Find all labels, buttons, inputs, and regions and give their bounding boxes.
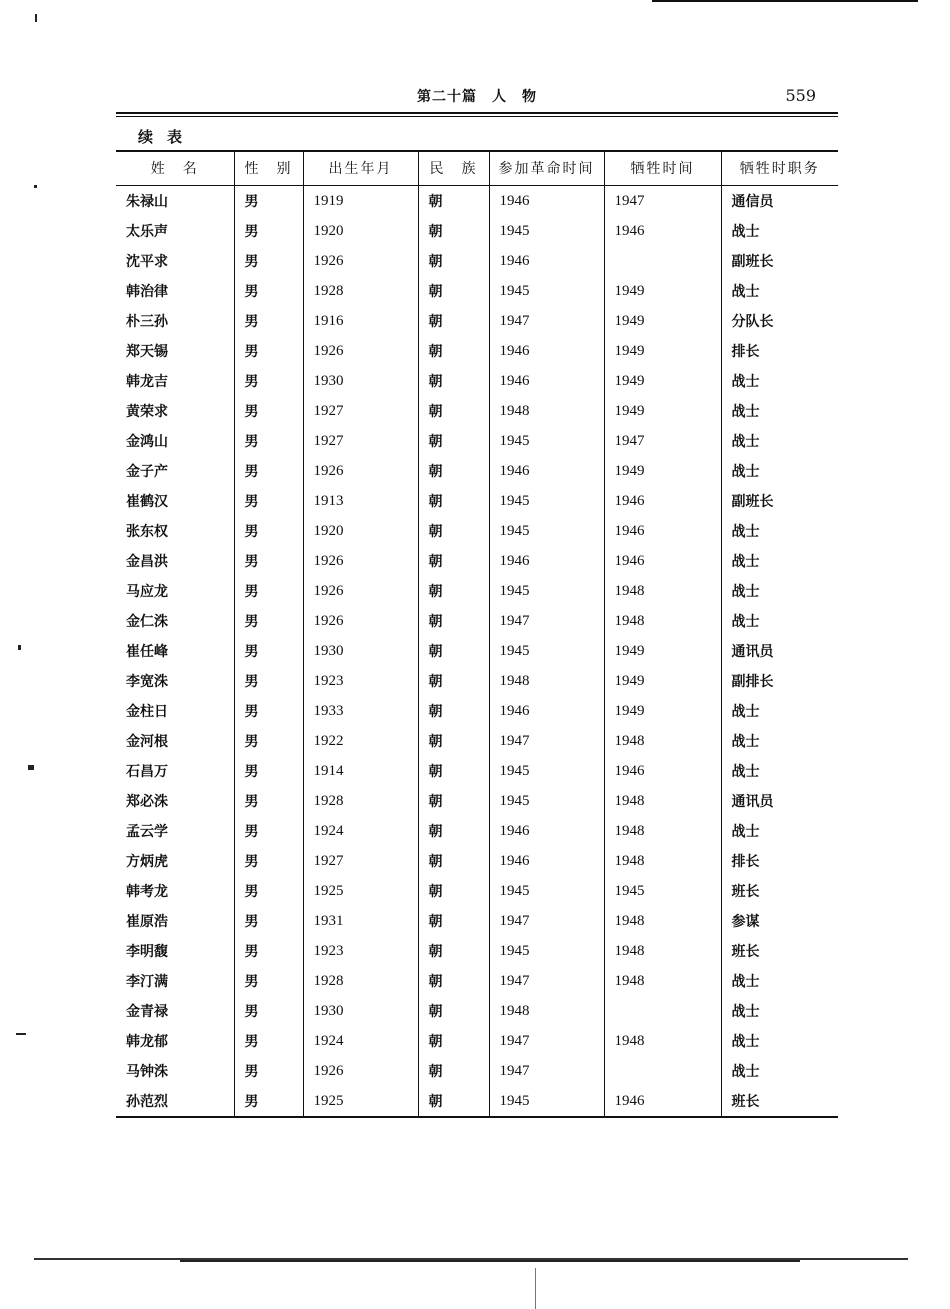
- joined-year-cell: 1947: [489, 726, 604, 756]
- ethnicity-cell: 朝: [418, 756, 489, 786]
- position-cell: 战士: [721, 996, 838, 1026]
- sex-cell: 男: [234, 756, 303, 786]
- ethnicity-cell: 朝: [418, 606, 489, 636]
- ethnicity-cell: 朝: [418, 576, 489, 606]
- birth-year-cell: 1927: [303, 846, 418, 876]
- sex-cell: 男: [234, 816, 303, 846]
- column-header-ethnicity: 民 族: [418, 151, 489, 186]
- death-year-cell: 1946: [604, 1086, 721, 1117]
- name-cell: 金鸿山: [126, 434, 168, 450]
- name-cell: 太乐声: [126, 224, 168, 240]
- ethnicity-cell: 朝: [418, 546, 489, 576]
- sex-cell: 男: [234, 636, 303, 666]
- table-row: [116, 996, 838, 1026]
- sex-cell: 男: [234, 216, 303, 246]
- birth-year-cell: 1926: [303, 576, 418, 606]
- ethnicity-cell: 朝: [418, 216, 489, 246]
- sex-cell: 男: [234, 1086, 303, 1117]
- ethnicity-cell: 朝: [418, 696, 489, 726]
- sex-cell: 男: [234, 456, 303, 486]
- birth-year-cell: 1926: [303, 246, 418, 276]
- name-cell: 李宽洙: [126, 674, 168, 690]
- scan-speck: [35, 14, 37, 22]
- joined-year-cell: 1947: [489, 306, 604, 336]
- joined-year-cell: 1946: [489, 336, 604, 366]
- birth-year-cell: 1933: [303, 696, 418, 726]
- table-row: [116, 936, 838, 966]
- birth-year-cell: 1926: [303, 336, 418, 366]
- position-cell: 战士: [721, 816, 838, 846]
- table-row: [116, 456, 838, 486]
- joined-year-cell: 1945: [489, 486, 604, 516]
- death-year-cell: 1946: [604, 486, 721, 516]
- death-year-cell: 1945: [604, 876, 721, 906]
- joined-year-cell: 1947: [489, 1026, 604, 1056]
- name-cell: 韩龙吉: [126, 374, 168, 390]
- table-row: [116, 906, 838, 936]
- column-header-position: 牺牲时职务: [721, 151, 838, 186]
- sex-cell: 男: [234, 966, 303, 996]
- joined-year-cell: 1945: [489, 1086, 604, 1117]
- column-header-death: 牺牲时间: [604, 151, 721, 186]
- birth-year-cell: 1923: [303, 666, 418, 696]
- sex-cell: 男: [234, 786, 303, 816]
- name-cell: 金仁洙: [126, 614, 168, 630]
- death-year-cell: 1949: [604, 456, 721, 486]
- sex-cell: 男: [234, 936, 303, 966]
- birth-year-cell: 1925: [303, 876, 418, 906]
- table-row: [116, 786, 838, 816]
- table-row: [116, 186, 838, 217]
- birth-year-cell: 1927: [303, 396, 418, 426]
- table-row: [116, 486, 838, 516]
- gutter-line: [535, 1268, 536, 1309]
- birth-year-cell: 1923: [303, 936, 418, 966]
- death-year-cell: 1947: [604, 186, 721, 217]
- name-cell: 孟云学: [126, 824, 168, 840]
- column-header-sex: 性 别: [234, 151, 303, 186]
- table-row: [116, 966, 838, 996]
- death-year-cell: 1946: [604, 516, 721, 546]
- scan-speck: [16, 1033, 26, 1035]
- joined-year-cell: 1946: [489, 246, 604, 276]
- table-row: [116, 306, 838, 336]
- birth-year-cell: 1925: [303, 1086, 418, 1117]
- position-cell: 通讯员: [721, 786, 838, 816]
- death-year-cell: [604, 1056, 721, 1086]
- sex-cell: 男: [234, 576, 303, 606]
- table-caption: 续表: [138, 128, 197, 146]
- ethnicity-cell: 朝: [418, 366, 489, 396]
- birth-year-cell: 1926: [303, 1056, 418, 1086]
- death-year-cell: 1948: [604, 576, 721, 606]
- ethnicity-cell: 朝: [418, 936, 489, 966]
- joined-year-cell: 1948: [489, 396, 604, 426]
- column-header-name: 姓 名: [116, 151, 234, 186]
- death-year-cell: 1948: [604, 1026, 721, 1056]
- sex-cell: 男: [234, 876, 303, 906]
- position-cell: 战士: [721, 516, 838, 546]
- joined-year-cell: 1946: [489, 696, 604, 726]
- ethnicity-cell: 朝: [418, 816, 489, 846]
- table-row: [116, 696, 838, 726]
- scan-speck: [28, 765, 34, 770]
- table-row: [116, 846, 838, 876]
- name-cell: 崔原浩: [126, 914, 168, 930]
- name-cell: 郑天锡: [126, 344, 168, 360]
- death-year-cell: 1946: [604, 546, 721, 576]
- death-year-cell: 1948: [604, 786, 721, 816]
- name-cell: 金柱日: [126, 704, 168, 720]
- sex-cell: 男: [234, 516, 303, 546]
- table-row: [116, 276, 838, 306]
- ethnicity-cell: 朝: [418, 426, 489, 456]
- joined-year-cell: 1946: [489, 186, 604, 217]
- name-cell: 方炳虎: [126, 854, 168, 870]
- table-row: [116, 756, 838, 786]
- joined-year-cell: 1948: [489, 666, 604, 696]
- name-cell: 石昌万: [126, 764, 168, 780]
- header-rule: [116, 112, 838, 114]
- birth-year-cell: 1926: [303, 606, 418, 636]
- death-year-cell: 1949: [604, 396, 721, 426]
- position-cell: 战士: [721, 1056, 838, 1086]
- position-cell: 战士: [721, 426, 838, 456]
- sex-cell: 男: [234, 606, 303, 636]
- table-row: [116, 426, 838, 456]
- sex-cell: 男: [234, 306, 303, 336]
- birth-year-cell: 1924: [303, 816, 418, 846]
- scan-speck: [34, 185, 37, 188]
- death-year-cell: 1946: [604, 756, 721, 786]
- table-row: [116, 1056, 838, 1086]
- name-cell: 黄荣求: [126, 404, 168, 420]
- top-edge-rule: [652, 0, 918, 2]
- position-cell: 战士: [721, 966, 838, 996]
- death-year-cell: 1949: [604, 306, 721, 336]
- death-year-cell: 1948: [604, 726, 721, 756]
- page-header: [116, 86, 838, 110]
- ethnicity-cell: 朝: [418, 966, 489, 996]
- death-year-cell: 1948: [604, 816, 721, 846]
- position-cell: 通信员: [721, 186, 838, 217]
- table-row: [116, 1026, 838, 1056]
- name-cell: 沈平求: [126, 254, 168, 270]
- position-cell: 战士: [721, 576, 838, 606]
- ethnicity-cell: 朝: [418, 186, 489, 217]
- position-cell: 战士: [721, 456, 838, 486]
- table-row: [116, 636, 838, 666]
- birth-year-cell: 1928: [303, 966, 418, 996]
- joined-year-cell: 1946: [489, 456, 604, 486]
- sex-cell: 男: [234, 726, 303, 756]
- ethnicity-cell: 朝: [418, 396, 489, 426]
- death-year-cell: 1948: [604, 846, 721, 876]
- birth-year-cell: 1926: [303, 546, 418, 576]
- name-cell: 金青禄: [126, 1004, 168, 1020]
- table-row: [116, 1086, 838, 1117]
- joined-year-cell: 1947: [489, 906, 604, 936]
- joined-year-cell: 1945: [489, 276, 604, 306]
- position-cell: 战士: [721, 606, 838, 636]
- name-cell: 郑必洙: [126, 794, 168, 810]
- name-cell: 金子产: [126, 464, 168, 480]
- position-cell: 通讯员: [721, 636, 838, 666]
- table-row: [116, 246, 838, 276]
- death-year-cell: 1949: [604, 336, 721, 366]
- joined-year-cell: 1946: [489, 366, 604, 396]
- ethnicity-cell: 朝: [418, 996, 489, 1026]
- position-cell: 排长: [721, 846, 838, 876]
- death-year-cell: 1949: [604, 366, 721, 396]
- name-cell: 李汀满: [126, 974, 168, 990]
- table-row: [116, 726, 838, 756]
- position-cell: 战士: [721, 726, 838, 756]
- joined-year-cell: 1946: [489, 846, 604, 876]
- joined-year-cell: 1945: [489, 576, 604, 606]
- sex-cell: 男: [234, 1056, 303, 1086]
- birth-year-cell: 1928: [303, 276, 418, 306]
- position-cell: 战士: [721, 546, 838, 576]
- column-header-birth: 出生年月: [303, 151, 418, 186]
- position-cell: 副班长: [721, 486, 838, 516]
- position-cell: 班长: [721, 1086, 838, 1117]
- position-cell: 战士: [721, 396, 838, 426]
- name-cell: 崔鹤汉: [126, 494, 168, 510]
- position-cell: 战士: [721, 756, 838, 786]
- name-cell: 马应龙: [126, 584, 168, 600]
- position-cell: 副班长: [721, 246, 838, 276]
- sex-cell: 男: [234, 846, 303, 876]
- death-year-cell: 1948: [604, 936, 721, 966]
- sex-cell: 男: [234, 1026, 303, 1056]
- birth-year-cell: 1927: [303, 426, 418, 456]
- sex-cell: 男: [234, 186, 303, 217]
- position-cell: 班长: [721, 936, 838, 966]
- table-row: [116, 816, 838, 846]
- position-cell: 分队长: [721, 306, 838, 336]
- ethnicity-cell: 朝: [418, 1056, 489, 1086]
- joined-year-cell: 1947: [489, 606, 604, 636]
- table-row: [116, 546, 838, 576]
- name-cell: 韩龙郁: [126, 1034, 168, 1050]
- ethnicity-cell: 朝: [418, 246, 489, 276]
- name-cell: 朴三孙: [126, 314, 168, 330]
- table-row: [116, 876, 838, 906]
- header-rule-thin: [116, 116, 838, 117]
- ethnicity-cell: 朝: [418, 636, 489, 666]
- joined-year-cell: 1945: [489, 426, 604, 456]
- name-cell: 金昌洪: [126, 554, 168, 570]
- table-row: [116, 576, 838, 606]
- bottom-edge-rule-thick: [180, 1260, 800, 1262]
- sex-cell: 男: [234, 696, 303, 726]
- position-cell: 战士: [721, 216, 838, 246]
- position-cell: 战士: [721, 696, 838, 726]
- joined-year-cell: 1946: [489, 546, 604, 576]
- death-year-cell: [604, 246, 721, 276]
- name-cell: 韩考龙: [126, 884, 168, 900]
- death-year-cell: 1949: [604, 276, 721, 306]
- name-cell: 孙范烈: [116, 1086, 234, 1117]
- ethnicity-cell: 朝: [418, 276, 489, 306]
- joined-year-cell: 1946: [489, 816, 604, 846]
- ethnicity-cell: 朝: [418, 726, 489, 756]
- ethnicity-cell: 朝: [418, 1026, 489, 1056]
- birth-year-cell: 1914: [303, 756, 418, 786]
- page-title: 第二十篇 人 物: [417, 89, 537, 105]
- name-cell: 张东权: [126, 524, 168, 540]
- table-header-row: [116, 151, 838, 186]
- death-year-cell: 1949: [604, 636, 721, 666]
- name-cell: 金河根: [126, 734, 168, 750]
- ethnicity-cell: 朝: [418, 516, 489, 546]
- birth-year-cell: 1913: [303, 486, 418, 516]
- birth-year-cell: 1928: [303, 786, 418, 816]
- joined-year-cell: 1947: [489, 966, 604, 996]
- sex-cell: 男: [234, 666, 303, 696]
- joined-year-cell: 1945: [489, 936, 604, 966]
- name-cell: 马钟洙: [126, 1064, 168, 1080]
- death-year-cell: 1946: [604, 216, 721, 246]
- joined-year-cell: 1945: [489, 636, 604, 666]
- ethnicity-cell: 朝: [418, 786, 489, 816]
- sex-cell: 男: [234, 906, 303, 936]
- ethnicity-cell: 朝: [418, 336, 489, 366]
- sex-cell: 男: [234, 426, 303, 456]
- position-cell: 战士: [721, 276, 838, 306]
- sex-cell: 男: [234, 276, 303, 306]
- death-year-cell: 1949: [604, 666, 721, 696]
- table-row: [116, 336, 838, 366]
- joined-year-cell: 1945: [489, 756, 604, 786]
- name-cell: 崔任峰: [126, 644, 168, 660]
- table-row: [116, 366, 838, 396]
- death-year-cell: 1948: [604, 606, 721, 636]
- position-cell: 战士: [721, 1026, 838, 1056]
- column-header-joined: 参加革命时间: [489, 151, 604, 186]
- table-row: [116, 666, 838, 696]
- table-row: [116, 606, 838, 636]
- name-cell: 李明馥: [126, 944, 168, 960]
- birth-year-cell: 1920: [303, 216, 418, 246]
- ethnicity-cell: 朝: [418, 306, 489, 336]
- ethnicity-cell: 朝: [418, 876, 489, 906]
- joined-year-cell: 1947: [489, 1056, 604, 1086]
- birth-year-cell: 1922: [303, 726, 418, 756]
- death-year-cell: [604, 996, 721, 1026]
- birth-year-cell: 1930: [303, 996, 418, 1026]
- death-year-cell: 1947: [604, 426, 721, 456]
- ethnicity-cell: 朝: [418, 1086, 489, 1117]
- sex-cell: 男: [234, 396, 303, 426]
- birth-year-cell: 1916: [303, 306, 418, 336]
- birth-year-cell: 1930: [303, 366, 418, 396]
- sex-cell: 男: [234, 366, 303, 396]
- birth-year-cell: 1919: [303, 186, 418, 217]
- name-cell: 韩治律: [126, 284, 168, 300]
- ethnicity-cell: 朝: [418, 906, 489, 936]
- joined-year-cell: 1945: [489, 876, 604, 906]
- table-row: [116, 216, 838, 246]
- birth-year-cell: 1926: [303, 456, 418, 486]
- birth-year-cell: 1924: [303, 1026, 418, 1056]
- position-cell: 班长: [721, 876, 838, 906]
- birth-year-cell: 1930: [303, 636, 418, 666]
- position-cell: 战士: [721, 366, 838, 396]
- death-year-cell: 1948: [604, 906, 721, 936]
- birth-year-cell: 1931: [303, 906, 418, 936]
- sex-cell: 男: [234, 996, 303, 1026]
- sex-cell: 男: [234, 546, 303, 576]
- joined-year-cell: 1945: [489, 216, 604, 246]
- joined-year-cell: 1945: [489, 786, 604, 816]
- position-cell: 副排长: [721, 666, 838, 696]
- death-year-cell: 1948: [604, 966, 721, 996]
- ethnicity-cell: 朝: [418, 486, 489, 516]
- birth-year-cell: 1920: [303, 516, 418, 546]
- table-row: [116, 516, 838, 546]
- position-cell: 参谋: [721, 906, 838, 936]
- position-cell: 排长: [721, 336, 838, 366]
- sex-cell: 男: [234, 336, 303, 366]
- sex-cell: 男: [234, 486, 303, 516]
- ethnicity-cell: 朝: [418, 666, 489, 696]
- sex-cell: 男: [234, 246, 303, 276]
- ethnicity-cell: 朝: [418, 846, 489, 876]
- joined-year-cell: 1948: [489, 996, 604, 1026]
- joined-year-cell: 1945: [489, 516, 604, 546]
- table-row: [116, 396, 838, 426]
- ethnicity-cell: 朝: [418, 456, 489, 486]
- name-cell: 朱禄山: [126, 194, 168, 210]
- death-year-cell: 1949: [604, 696, 721, 726]
- scan-speck: [18, 645, 21, 650]
- page-number: 559: [785, 86, 816, 105]
- roster-table: [116, 151, 838, 1118]
